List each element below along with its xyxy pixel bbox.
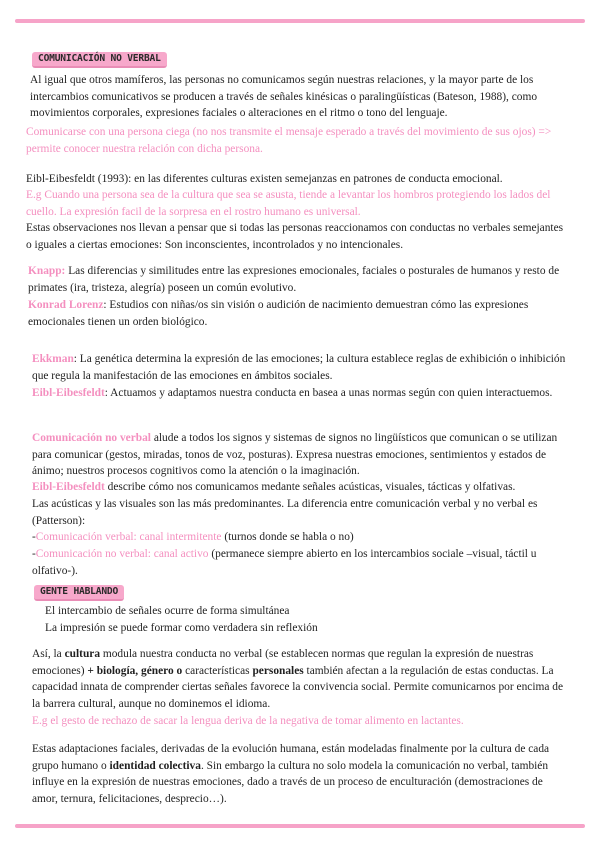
intro-paragraph: Al igual que otros mamíferos, las personas no comunicamos según nuestras relaciones, y la mayor parte de los intercambios comunicativos se producen a través de señales kinésicas o paralingüísticas (Bateson, 1988), como movimientos corporales, expresiones faciales o alteraciones en el ritmo o tono del lenguaje. xyxy=(30,74,538,120)
tongue-gesture-example: E.g el gesto de rechazo de sacar la lengua deriva de la negativa de tomar alimento en lactantes. xyxy=(32,715,464,727)
verbal-channel-text: (turnos donde se habla o no) xyxy=(221,531,354,543)
lorenz-text: : Estudios con niñas/os sin visión o audición de nacimiento demuestran cómo las expresiones emocionales tienen un orden biológico. xyxy=(28,299,529,328)
eibl-signals-label: Eibl-Eibesfeldt xyxy=(32,481,105,493)
final-text-2: . Sin embargo la cultura no solo modela la comunicación no verbal, también influye en la expresión de nuestras emociones, dado a través de un proceso de enculturación (demostraciones de amor, ternura, felicitaciones, desprecio…). xyxy=(32,759,549,805)
gente-line-2: La impresión se puede formar como verdadera sin reflexión xyxy=(45,622,318,634)
culture-bold-personales: personales xyxy=(252,664,304,677)
final-bold-identidad: identidad colectiva xyxy=(109,759,201,772)
nonverbal-channel-label: Comunicación no verbal: canal activo xyxy=(35,548,209,560)
cnv-definition-paragraph xyxy=(32,430,568,480)
acoustic-visual-paragraph: Las acústicas y las visuales son las más predominantes. La diferencia entre comunicación verbal y no verbal es (Patterson): xyxy=(32,498,538,527)
eibl-text: : Actuamos y adaptamos nuestra conducta en basea a unas normas según con quien interactuemos. xyxy=(104,387,553,399)
eibl-eibesfeldt-statement: Eibl-Eibesfeldt (1993): en las diferentes culturas existen semejanzas en patrones de conducta emocional. xyxy=(26,173,503,185)
cnv-text: alude a todos los signos y sistemas de signos no lingüísticos que comunican o se utilizan para comunicar (gestos, miradas, tonos de voz, posturas). Expresa nuestras emociones, sentimientos y estados de ánimo; nuestros procesos cognitivos como la atención o la imaginación. xyxy=(32,432,558,478)
lorenz-label: Konrad Lorenz xyxy=(28,299,104,311)
verbal-channel-label: Comunicación verbal: canal intermitente xyxy=(35,531,222,543)
cnv-label: Comunicación no verbal xyxy=(32,432,151,444)
section-heading-comunicacion-no-verbal: COMUNICACIÓN NO VERBAL xyxy=(32,52,167,68)
culture-text-2: modula nuestra conducta no verbal (se establecen normas que regulan la expresión de nuestras emociones) xyxy=(32,648,534,677)
knapp-label: Knapp: xyxy=(28,265,66,277)
bottom-divider xyxy=(15,824,585,828)
final-text-1: Estas adaptaciones faciales, derivadas de la evolución humana, están modeladas finalmente por la cultura de cada grupo humano o xyxy=(32,743,550,772)
dash-1: - xyxy=(32,531,36,543)
culture-bold-biologia: + biología, género o xyxy=(87,664,183,677)
verbal-channel-item xyxy=(32,529,568,546)
knapp-paragraph xyxy=(28,263,568,296)
eibl-signals-paragraph xyxy=(32,479,568,496)
culture-text-4: también afectan a la regulación de estas conductas. La capacidad innata de comprender ciertas señales favorece la convivencia social. Permite comunicarnos por encima de la barrera cultural, aunque no dominemos el idioma. xyxy=(32,664,563,710)
shoulders-example: E.g Cuando una persona sea de la cultura que sea se asusta, tiende a levantar los hombros protegiendo los lados del cuello. La expresión facil de la sorpresa en el rostro humano es universal. xyxy=(26,189,551,218)
section-heading-gente-hablando: GENTE HABLANDO xyxy=(34,585,124,601)
dash-2: - xyxy=(32,548,36,560)
ekman-paragraph xyxy=(32,351,568,384)
eibl-label: Eibl-Eibesfeldt xyxy=(32,387,105,399)
culture-text-1: Así, la xyxy=(32,648,65,660)
blind-person-example: Comunicarse con una persona ciega (no nos transmite el mensaje esperado a través del movimiento de sus ojos) => permite conocer nuestra relación con dicha persona. xyxy=(26,126,552,155)
culture-paragraph xyxy=(32,646,568,712)
ekman-text: : La genética determina la expresión de las emociones; la cultura establece reglas de exhibición o inhibición que regula la manifestación de las emociones en ámbitos sociales. xyxy=(32,353,566,382)
eibl-signals-text: describe cómo nos comunicamos medante señales acústicas, visuales, tácticas y olfativas. xyxy=(104,481,516,493)
top-divider xyxy=(15,19,585,23)
culture-bold-cultura: cultura xyxy=(64,648,101,660)
observations-paragraph: Estas observaciones nos llevan a pensar que si todas las personas reaccionamos con conductas no verbales semejantes o iguales a ciertas emociones: Son inconscientes, incontrolados y no intencionales. xyxy=(26,222,564,251)
eibl-eibesfeldt-norms-paragraph xyxy=(32,385,568,402)
final-paragraph xyxy=(32,741,568,807)
culture-text-3: características xyxy=(182,664,253,677)
lorenz-paragraph xyxy=(28,297,568,330)
nonverbal-channel-item xyxy=(32,546,568,579)
ekman-label: Ekkman xyxy=(32,353,74,365)
gente-line-1: El intercambio de señales ocurre de forma simultánea xyxy=(45,605,290,617)
knapp-text: Las diferencias y similitudes entre las expresiones emocionales, faciales o posturales de humanos y resto de primates (ira, tristeza, alegría) poseen un común evolutivo. xyxy=(28,265,560,294)
nonverbal-channel-text: (permanece siempre abierto en los intercambios sociale –visual, táctil u olfativo-). xyxy=(32,548,537,577)
